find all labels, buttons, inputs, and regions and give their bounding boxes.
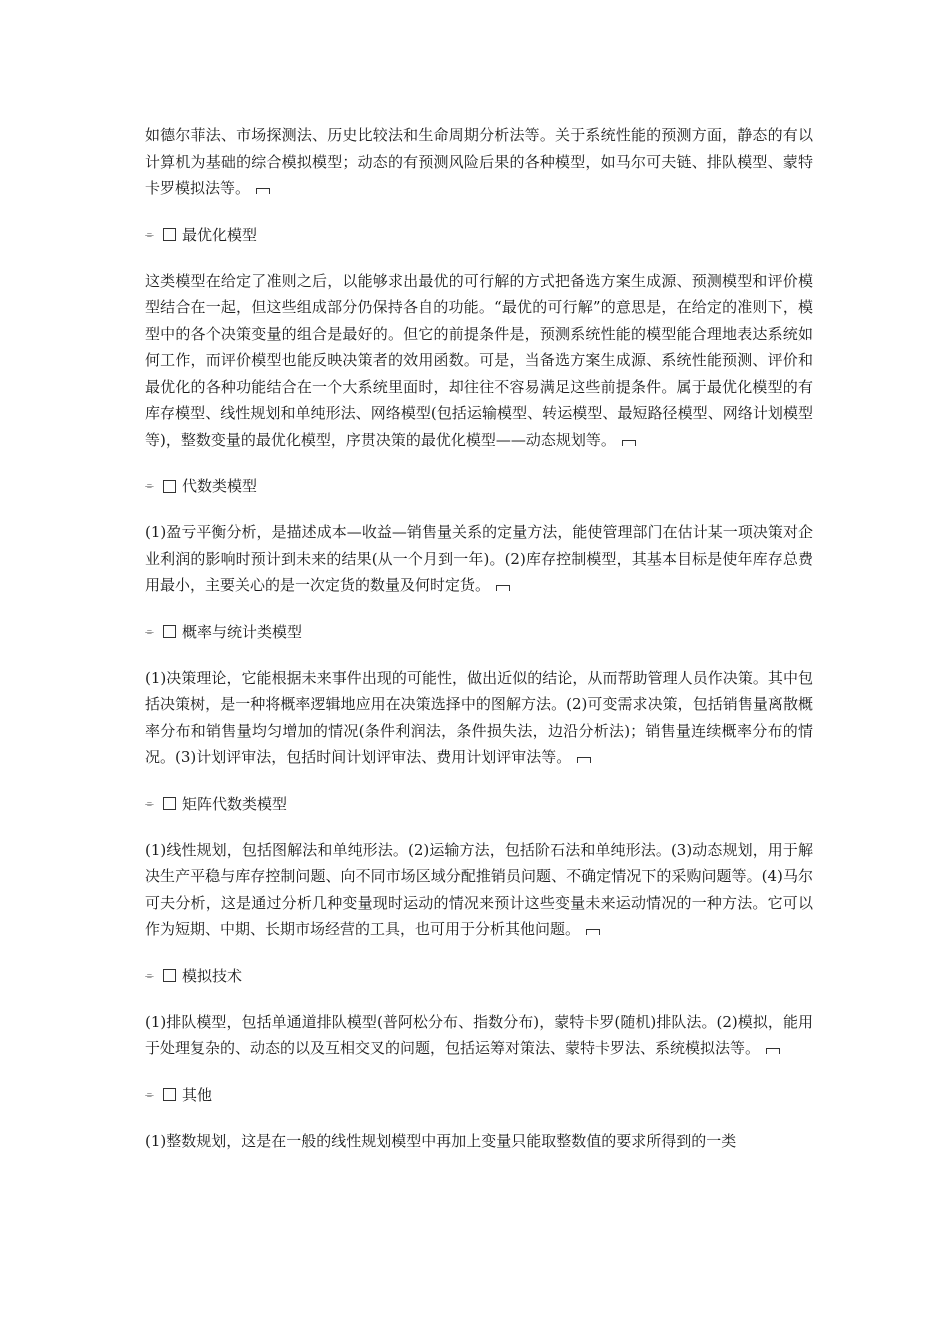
checkbox-icon xyxy=(163,625,176,638)
heading-other xyxy=(145,1082,813,1108)
list-marker-icon: ⌯ xyxy=(145,624,154,638)
paragraph-text: (1)决策理论，它能根据未来事件出现的可能性，做出近似的结论，从而帮助管理人员作决策。其中包括决策树，是一种将概率逻辑地应用在决策选择中的图解方法。(2)可变需求决策，包括销售量离散概率分布和销售量均匀增加的情况(条件利润法，条件损失法，边沿分析法)；销售量连续概率分布的情况。(3)计划评审法，包括时间计划评审法、费用计划评审法等。 xyxy=(145,668,813,766)
paragraph-text: 这类模型在给定了准则之后，以能够求出最优的可行解的方式把备选方案生成源、预测模型和评价模型结合在一起，但这些组成部分仍保持各自的功能。“最优的可行解”的意思是，在给定的准则下，模型中的各个决策变量的组合是最好的。但它的前提条件是，预测系统性能的模型能合理地表达系统如何工作，而评价模型也能反映决策者的效用函数。可是，当备选方案生成源、系统性能预测、评价和最优化的各种功能结合在一个大系统里面时，却往往不容易满足这些前提条件。属于最优化模型的有库存模型、线性规划和单纯形法、网络模型(包括运输模型、转运模型、最短路径模型、网络计划模型等)，整数变量的最优化模型，序贯决策的最优化模型——动态规划等。 xyxy=(145,271,813,449)
paragraph-probability xyxy=(145,665,813,771)
document-page xyxy=(145,122,813,1154)
heading-text: 模拟技术 xyxy=(182,966,243,985)
checkbox-icon xyxy=(163,797,176,810)
list-marker-icon: ⌯ xyxy=(145,796,154,810)
heading-text: 概率与统计类模型 xyxy=(182,622,303,641)
return-mark-icon xyxy=(256,188,270,194)
return-mark-icon xyxy=(496,585,510,591)
paragraph-simulation xyxy=(145,1009,813,1062)
return-mark-icon xyxy=(577,757,591,763)
paragraph-algebra xyxy=(145,519,813,599)
return-mark-icon xyxy=(586,929,600,935)
checkbox-icon xyxy=(163,228,176,241)
checkbox-icon xyxy=(163,1088,176,1101)
heading-text: 矩阵代数类模型 xyxy=(182,794,288,813)
heading-matrix xyxy=(145,791,813,817)
checkbox-icon xyxy=(163,969,176,982)
heading-probability xyxy=(145,619,813,645)
heading-algebra xyxy=(145,473,813,499)
list-marker-icon: ⌯ xyxy=(145,1087,154,1101)
return-mark-icon xyxy=(766,1048,780,1054)
paragraph-text: (1)盈亏平衡分析，是描述成本—收益—销售量关系的定量方法，能使管理部门在估计某一项决策对企业利润的影响时预计到未来的结果(从一个月到一年)。(2)库存控制模型，其基本目标是使年库存总费用最小，主要关心的是一次定货的数量及何时定货。 xyxy=(145,523,813,594)
paragraph-intro xyxy=(145,122,813,202)
heading-text: 代数类模型 xyxy=(182,477,258,495)
paragraph-other xyxy=(145,1128,813,1155)
heading-optimization xyxy=(145,222,813,248)
heading-text: 最优化模型 xyxy=(182,225,258,244)
paragraph-optimization xyxy=(145,268,813,454)
paragraph-text: 如德尔菲法、市场探测法、历史比较法和生命周期分析法等。关于系统性能的预测方面，静态的有以计算机为基础的综合模拟模型；动态的有预测风险后果的各种模型，如马尔可夫链、排队模型、蒙特卡罗模拟法等。 xyxy=(145,126,813,197)
list-marker-icon: ⌯ xyxy=(145,968,154,982)
checkbox-icon xyxy=(163,480,176,493)
heading-simulation xyxy=(145,963,813,989)
list-marker-icon: ⌯ xyxy=(145,479,154,492)
heading-text: 其他 xyxy=(182,1085,213,1104)
return-mark-icon xyxy=(622,440,636,446)
list-marker-icon: ⌯ xyxy=(145,227,154,241)
paragraph-text: (1)整数规划，这是在一般的线性规划模型中再加上变量只能取整数值的要求所得到的一类 xyxy=(145,1131,737,1150)
paragraph-text: (1)线性规划，包括图解法和单纯形法。(2)运输方法，包括阶石法和单纯形法。(3)动态规划，用于解决生产平稳与库存控制问题、向不同市场区域分配推销员问题、不确定情况下的采购问题等。(4)马尔可夫分析，这是通过分析几种变量现时运动的情况来预计这些变量未来运动情况的一种方法。它可以作为短期、中期、长期市场经营的工具，也可用于分析其他问题。 xyxy=(145,840,813,938)
paragraph-matrix xyxy=(145,837,813,943)
paragraph-text: (1)排队模型，包括单通道排队模型(普阿松分布、指数分布)，蒙特卡罗(随机)排队法。(2)模拟，能用于处理复杂的、动态的以及互相交叉的问题，包括运筹对策法、蒙特卡罗法、系统模拟法等。 xyxy=(145,1012,813,1057)
